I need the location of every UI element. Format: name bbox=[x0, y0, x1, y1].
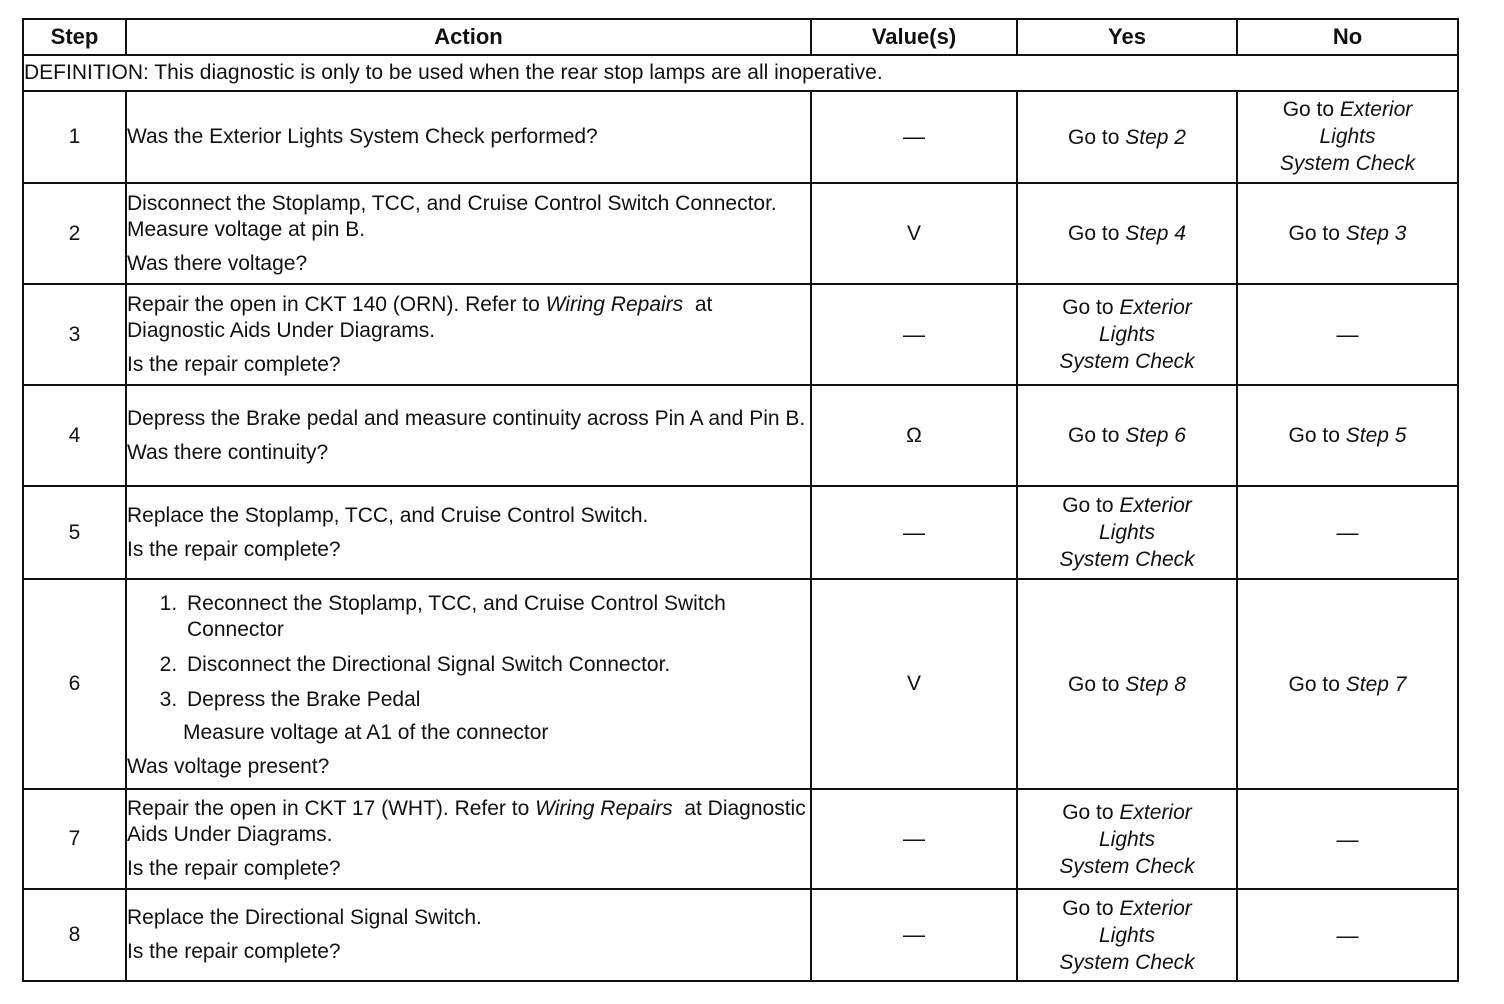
table-row bbox=[23, 183, 1458, 284]
value-cell: V bbox=[811, 183, 1017, 284]
question-text: Was there voltage? bbox=[127, 251, 308, 275]
action-cell bbox=[126, 889, 811, 981]
step-number: 5 bbox=[23, 486, 126, 579]
no-cell: Go to Step 3 bbox=[1237, 183, 1458, 284]
yes-cell: Go to Step 8 bbox=[1017, 579, 1237, 789]
header-step: Step bbox=[23, 19, 126, 55]
value-cell: V bbox=[811, 579, 1017, 789]
question-text: Is the repair complete? bbox=[127, 537, 341, 561]
header-action: Action bbox=[126, 19, 811, 55]
no-cell: — bbox=[1237, 889, 1458, 981]
no-cell: Go to Step 5 bbox=[1237, 385, 1458, 486]
value-cell: — bbox=[811, 789, 1017, 889]
table-row bbox=[23, 284, 1458, 385]
wiring-repairs-ref: Wiring Repairs bbox=[545, 292, 684, 316]
action-text: Repair the open in CKT 140 (ORN). Refer to Wiring Repairs at Diagnostic Aids Under Diagrams. bbox=[127, 292, 713, 342]
value-cell: — bbox=[811, 284, 1017, 385]
no-step-ref: Step 5 bbox=[1345, 424, 1407, 447]
table-row bbox=[23, 385, 1458, 486]
table-row bbox=[23, 789, 1458, 889]
action-cell bbox=[126, 789, 811, 889]
yes-step-ref: Step 4 bbox=[1125, 222, 1186, 245]
list-item: 3. Depress the Brake Pedal bbox=[183, 687, 810, 713]
table-row bbox=[23, 486, 1458, 579]
step-number: 7 bbox=[23, 789, 126, 889]
header-no: No bbox=[1237, 19, 1458, 55]
yes-step-ref: Step 6 bbox=[1125, 424, 1186, 447]
no-cell: — bbox=[1237, 789, 1458, 889]
procedure-list bbox=[127, 591, 810, 713]
no-cell: Go to Step 7 bbox=[1237, 579, 1458, 789]
action-cell bbox=[126, 91, 811, 183]
no-cell: — bbox=[1237, 284, 1458, 385]
action-cell bbox=[126, 579, 811, 789]
action-cell bbox=[126, 183, 811, 284]
value-cell: — bbox=[811, 889, 1017, 981]
action-text: Was the Exterior Lights System Check performed? bbox=[127, 125, 598, 148]
question-text: Was voltage present? bbox=[127, 754, 330, 778]
yes-cell: Go to Exterior Lights System Check bbox=[1017, 889, 1237, 981]
value-cell: — bbox=[811, 486, 1017, 579]
question-text: Is the repair complete? bbox=[127, 940, 341, 963]
list-item: 1. Reconnect the Stoplamp, TCC, and Cruise Control Switch Connector bbox=[183, 591, 810, 643]
step-number: 2 bbox=[23, 183, 126, 284]
question-text: Was there continuity? bbox=[127, 440, 329, 464]
yes-step-ref: Step 2 bbox=[1125, 125, 1186, 149]
step-number: 3 bbox=[23, 284, 126, 385]
action-cell bbox=[126, 284, 811, 385]
action-cell bbox=[126, 385, 811, 486]
step-number: 6 bbox=[23, 579, 126, 789]
no-cell: Go to Exterior Lights System Check bbox=[1237, 91, 1458, 183]
no-cell: — bbox=[1237, 486, 1458, 579]
header-yes: Yes bbox=[1017, 19, 1237, 55]
yes-cell: Go to Exterior Lights System Check bbox=[1017, 486, 1237, 579]
value-cell: Ω bbox=[811, 385, 1017, 486]
value-cell: — bbox=[811, 91, 1017, 183]
yes-cell: Go to Step 4 bbox=[1017, 183, 1237, 284]
step-number: 8 bbox=[23, 889, 126, 981]
yes-cell: Go to Step 2 bbox=[1017, 91, 1237, 183]
yes-cell: Go to Exterior Lights System Check bbox=[1017, 284, 1237, 385]
yes-cell: Go to Exterior Lights System Check bbox=[1017, 789, 1237, 889]
no-step-ref: Step 7 bbox=[1345, 672, 1407, 696]
header-values: Value(s) bbox=[811, 19, 1017, 55]
action-text: Disconnect the Stoplamp, TCC, and Cruise Control Switch Connector. Measure voltage at pin B. bbox=[127, 191, 777, 241]
yes-cell: Go to Step 6 bbox=[1017, 385, 1237, 486]
no-step-ref: Step 3 bbox=[1345, 222, 1407, 245]
step-number: 4 bbox=[23, 385, 126, 486]
action-text: Replace the Stoplamp, TCC, and Cruise Control Switch. bbox=[127, 503, 649, 527]
list-item: 2. Disconnect the Directional Signal Switch Connector. bbox=[183, 652, 810, 678]
table-row bbox=[23, 91, 1458, 183]
definition-row bbox=[23, 55, 1458, 91]
step-number: 1 bbox=[23, 91, 126, 183]
procedure-note: Measure voltage at A1 of the connector bbox=[183, 720, 549, 744]
yes-step-ref: Step 8 bbox=[1125, 672, 1186, 696]
action-text: Replace the Directional Signal Switch. bbox=[127, 906, 482, 929]
table-row bbox=[23, 889, 1458, 981]
action-cell bbox=[126, 486, 811, 579]
action-text: Depress the Brake pedal and measure continuity across Pin A and Pin B. bbox=[127, 406, 806, 430]
diagnostic-table bbox=[22, 18, 1459, 982]
wiring-repairs-ref: Wiring Repairs bbox=[535, 797, 673, 820]
definition-text: DEFINITION: This diagnostic is only to be used when the rear stop lamps are all inoperative. bbox=[23, 55, 1458, 91]
table-row bbox=[23, 579, 1458, 789]
question-text: Is the repair complete? bbox=[127, 857, 341, 880]
header-row bbox=[23, 19, 1458, 55]
action-text: Repair the open in CKT 17 (WHT). Refer to Wiring Repairs at Diagnostic Aids Under Diagrams. bbox=[127, 797, 806, 846]
question-text: Is the repair complete? bbox=[127, 352, 341, 376]
